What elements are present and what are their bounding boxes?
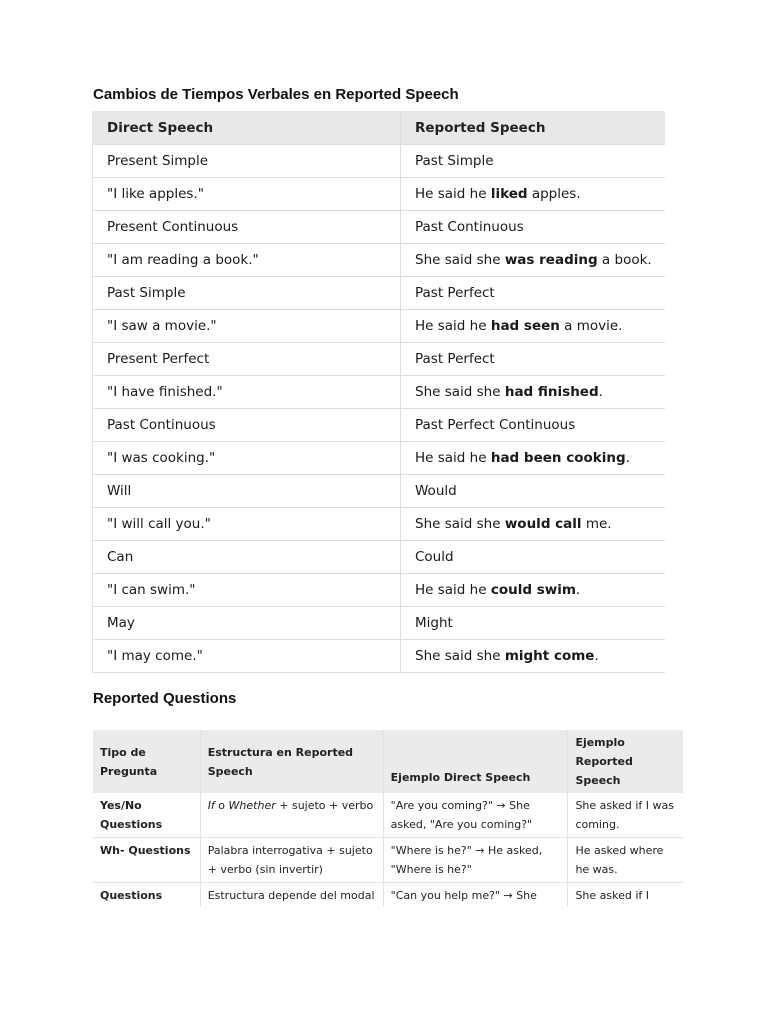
direct-speech-cell: Will bbox=[93, 475, 401, 508]
direct-speech-cell: Can bbox=[93, 541, 401, 574]
text-segment: a book. bbox=[597, 252, 652, 268]
direct-speech-cell: "I will call you." bbox=[93, 508, 401, 541]
table-row bbox=[93, 310, 665, 343]
text-segment: Past Perfect bbox=[415, 351, 495, 367]
section-title-reported-questions: Reported Questions bbox=[93, 690, 237, 707]
text-segment: Past Simple bbox=[415, 153, 494, 169]
reported-speech-cell bbox=[401, 310, 666, 343]
direct-speech-cell: "I like apples." bbox=[93, 178, 401, 211]
table-row bbox=[93, 211, 665, 244]
text-segment: . bbox=[625, 450, 630, 466]
reported-example-cell: He asked where he was. bbox=[568, 838, 683, 883]
text-segment: She said she bbox=[415, 648, 505, 664]
direct-example-cell: "Where is he?" → He asked, "Where is he?" bbox=[383, 838, 568, 883]
reported-example-cell: She asked if I bbox=[575, 889, 650, 902]
header-direct-speech: Direct Speech bbox=[93, 111, 401, 145]
structure-cell bbox=[200, 838, 383, 883]
verb-highlight: had seen bbox=[490, 318, 560, 334]
text-segment: Past Perfect Continuous bbox=[415, 417, 576, 433]
verb-highlight: might come bbox=[504, 648, 595, 664]
text-segment: If bbox=[207, 799, 215, 812]
text-segment: . bbox=[575, 582, 581, 598]
table-row bbox=[93, 475, 665, 508]
verb-tense-table-body bbox=[93, 145, 665, 673]
table-row bbox=[93, 442, 665, 475]
table-row bbox=[93, 640, 665, 673]
reported-speech-cell bbox=[401, 442, 666, 475]
text-segment: . bbox=[594, 648, 599, 664]
reported-speech-cell bbox=[401, 607, 666, 640]
reported-speech-cell bbox=[401, 508, 666, 541]
table-header-row bbox=[93, 111, 665, 145]
question-type-cell: Wh- Questions bbox=[93, 838, 200, 883]
text-segment: Might bbox=[415, 615, 453, 631]
section-title-verb-tenses: Cambios de Tiempos Verbales en Reported Speech bbox=[93, 86, 459, 103]
header-reported-speech: Reported Speech bbox=[401, 111, 666, 145]
text-segment: a movie. bbox=[559, 318, 623, 334]
text-segment: me. bbox=[581, 516, 612, 532]
header-ejemplo-direct: Ejemplo Direct Speech bbox=[383, 730, 568, 793]
verb-highlight: liked bbox=[490, 186, 528, 202]
text-segment: Past Perfect bbox=[415, 285, 495, 301]
direct-speech-cell: Past Simple bbox=[93, 277, 401, 310]
table-row bbox=[93, 508, 665, 541]
table-row bbox=[93, 574, 665, 607]
verb-highlight: had finished bbox=[504, 384, 599, 400]
reported-speech-cell bbox=[401, 409, 666, 442]
direct-speech-cell: Past Continuous bbox=[93, 409, 401, 442]
text-segment: + sujeto + verbo bbox=[275, 799, 374, 812]
reported-speech-cell bbox=[401, 178, 666, 211]
reported-speech-cell bbox=[401, 244, 666, 277]
text-segment: Palabra interrogativa + sujeto + verbo (sin invertir) bbox=[207, 844, 373, 876]
table-row bbox=[93, 607, 665, 640]
direct-example-cell: "Are you coming?" → She asked, "Are you coming?" bbox=[383, 793, 568, 838]
reported-speech-cell bbox=[401, 343, 666, 376]
direct-speech-cell: "I have finished." bbox=[93, 376, 401, 409]
verb-highlight: was reading bbox=[504, 252, 598, 268]
direct-speech-cell: "I can swim." bbox=[93, 574, 401, 607]
direct-speech-cell: Present Simple bbox=[93, 145, 401, 178]
reported-speech-cell bbox=[401, 475, 666, 508]
header-ejemplo-reported: Ejemplo Reported Speech bbox=[568, 730, 683, 793]
table-row bbox=[93, 277, 665, 310]
text-segment: He said he bbox=[415, 582, 491, 598]
reported-speech-cell bbox=[401, 574, 666, 607]
direct-speech-cell: "I was cooking." bbox=[93, 442, 401, 475]
question-type-cell: Yes/No Questions bbox=[93, 793, 200, 838]
text-segment: He said he bbox=[415, 186, 491, 202]
page-crop-mask bbox=[80, 906, 720, 946]
direct-speech-cell: Present Continuous bbox=[93, 211, 401, 244]
verb-highlight: had been cooking bbox=[490, 450, 626, 466]
table-header-row bbox=[93, 730, 683, 793]
text-segment: Estructura depende del modal bbox=[207, 889, 375, 902]
reported-speech-cell bbox=[401, 376, 666, 409]
text-segment: Whether bbox=[228, 799, 276, 812]
structure-cell bbox=[200, 793, 383, 838]
table-row bbox=[93, 244, 665, 277]
verb-highlight: could swim bbox=[490, 582, 576, 598]
direct-speech-cell: "I saw a movie." bbox=[93, 310, 401, 343]
direct-speech-cell: "I am reading a book." bbox=[93, 244, 401, 277]
reported-speech-cell bbox=[401, 277, 666, 310]
header-tipo-pregunta: Tipo de Pregunta bbox=[93, 730, 200, 793]
direct-speech-cell: "I may come." bbox=[93, 640, 401, 673]
table-row bbox=[93, 838, 683, 883]
header-estructura: Estructura en Reported Speech bbox=[200, 730, 383, 793]
text-segment: She said she bbox=[415, 384, 505, 400]
reported-speech-cell bbox=[401, 640, 666, 673]
text-segment: He said he bbox=[415, 450, 491, 466]
table-row bbox=[93, 145, 665, 178]
direct-example-cell: "Can you help me?" → She bbox=[383, 883, 568, 928]
reported-example-cell: She asked if I was coming. bbox=[568, 793, 683, 838]
text-segment: She said she bbox=[415, 252, 505, 268]
text-segment: He said he bbox=[415, 318, 491, 334]
question-type-cell: Questions bbox=[93, 883, 200, 928]
reported-speech-cell bbox=[401, 211, 666, 244]
table-row bbox=[93, 376, 665, 409]
table-row bbox=[93, 541, 665, 574]
direct-speech-cell: May bbox=[93, 607, 401, 640]
table-row bbox=[93, 343, 665, 376]
table-row bbox=[93, 409, 665, 442]
verb-highlight: would call bbox=[504, 516, 582, 532]
reported-speech-cell bbox=[401, 145, 666, 178]
text-segment: . bbox=[598, 384, 603, 400]
text-segment: Could bbox=[415, 549, 454, 565]
direct-speech-cell: Present Perfect bbox=[93, 343, 401, 376]
reported-speech-cell bbox=[401, 541, 666, 574]
text-segment: o bbox=[214, 799, 229, 812]
text-segment: apples. bbox=[527, 186, 581, 202]
text-segment: Past Continuous bbox=[415, 219, 524, 235]
verb-tense-table bbox=[93, 111, 665, 673]
text-segment: Would bbox=[415, 483, 457, 499]
text-segment: She said she bbox=[415, 516, 505, 532]
reported-questions-table bbox=[93, 730, 683, 927]
table-row bbox=[93, 793, 683, 838]
table-row bbox=[93, 178, 665, 211]
